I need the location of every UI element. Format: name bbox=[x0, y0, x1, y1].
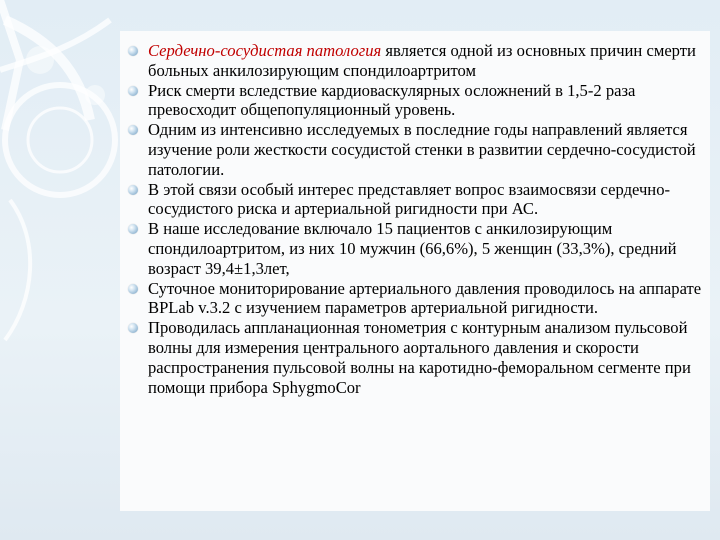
bullet-icon bbox=[128, 185, 138, 195]
bullet-text: является одной из основных причин смерти больных анкилозирующим спондилоартритом bbox=[148, 41, 696, 80]
bullet-text: Одним из интенсивно исследуемых в последние годы направлений является изучение роли жесткости сосудистой стенки в развитии сердечно-сосудистой патологии. bbox=[148, 120, 696, 179]
bullet-text: В наше исследование включало 15 пациентов с анкилозирующим спондилоартритом, из них 10 мужчин (66,6%), 5 женщин (33,3%), средний возраст 39,4±1,3лет, bbox=[148, 219, 677, 278]
bullet-text: В этой связи особый интерес представляет вопрос взаимосвязи сердечно-сосудистого риска и артериальной ригидности при АС. bbox=[148, 179, 671, 219]
bullet-icon bbox=[128, 323, 138, 333]
bullet-text: Риск смерти вследствие кардиоваскулярных осложнений в 1,5-2 раза превосходит общепопуляционный уровень. bbox=[148, 80, 636, 120]
bullet-list bbox=[120, 31, 710, 397]
bullet-item bbox=[120, 180, 710, 220]
bullet-emphasis: Сердечно-сосудистая патология bbox=[148, 41, 382, 60]
bullet-item bbox=[120, 120, 710, 179]
bullet-item bbox=[120, 41, 710, 81]
bullet-item bbox=[120, 81, 710, 121]
bullet-icon bbox=[128, 284, 138, 294]
bullet-text: Проводилась аппланационная тонометрия с контурным анализом пульсовой волны для измерения центрального аортального давления и скорости распространения пульсовой волны на каротидно-феморальном сегменте при помощи прибора SphygmoCor bbox=[148, 318, 691, 397]
content-panel bbox=[120, 31, 710, 511]
bullet-icon bbox=[128, 125, 138, 135]
bullet-icon bbox=[128, 46, 138, 56]
bullet-item bbox=[120, 318, 710, 397]
bullet-icon bbox=[128, 224, 138, 234]
bullet-text: Суточное мониторирование артериального давления проводилось на аппарате BPLab v.3.2 с изучением параметров артериальной ригидности. bbox=[148, 278, 702, 318]
bullet-item bbox=[120, 279, 710, 319]
bullet-item bbox=[120, 219, 710, 278]
bullet-icon bbox=[128, 86, 138, 96]
